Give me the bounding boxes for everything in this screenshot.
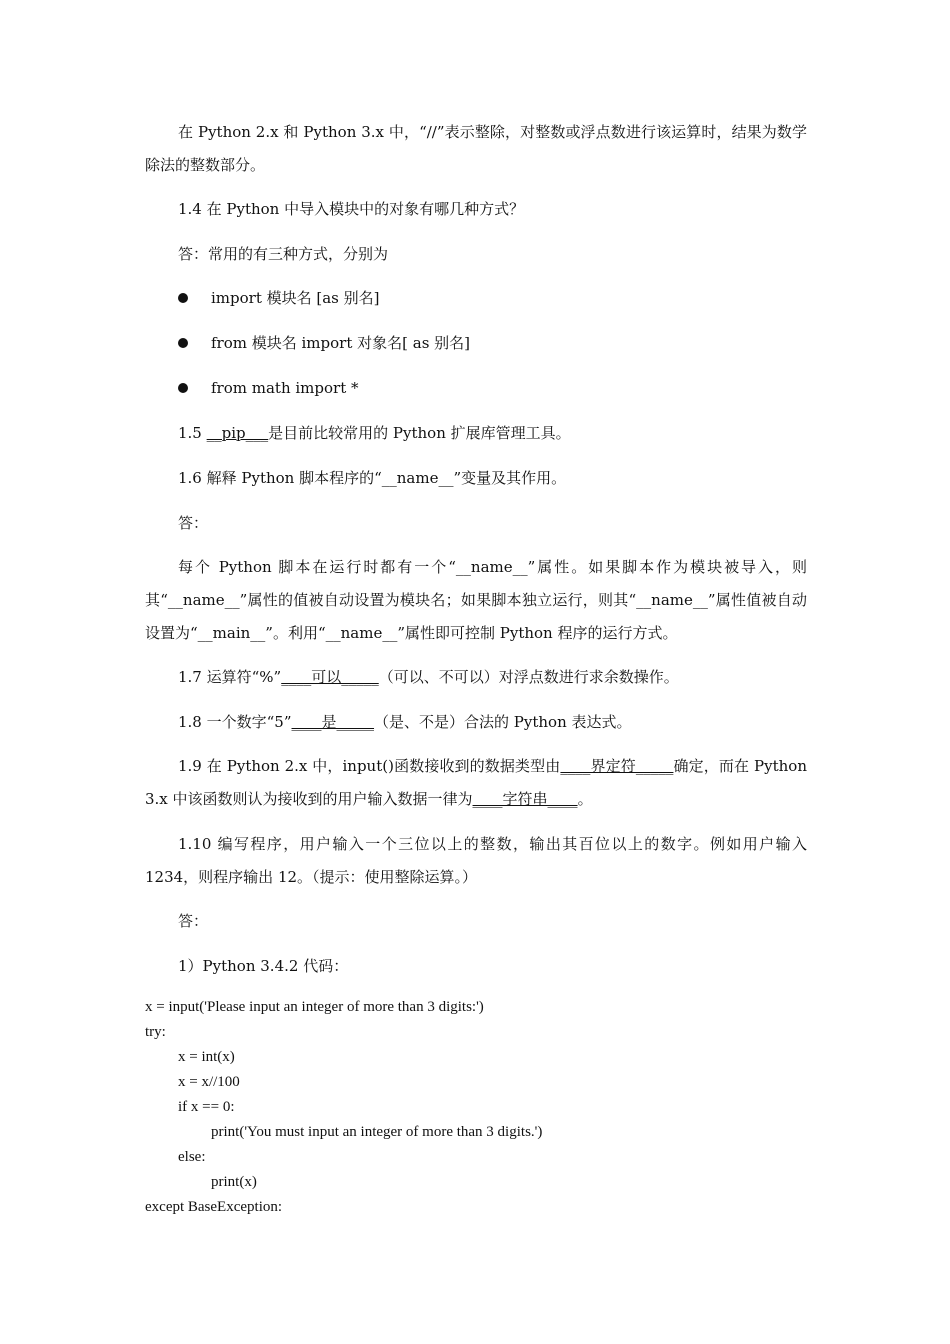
code-line: x = x//100 xyxy=(178,1074,240,1090)
intro-paragraph: 在 Python 2.x 和 Python 3.x 中，“//”表示整除，对整数或浮点数进行该运算时，结果为数学除法的整数部分。 xyxy=(145,123,807,174)
question-1-8: 1.8 一个数字“5”____是_____（是、不是）合法的 Python 表达式。 xyxy=(178,713,632,731)
bullet-item-3: from math import * xyxy=(211,379,359,397)
question-1-4: 1.4 在 Python 中导入模块中的对象有哪几种方式？ xyxy=(178,200,525,218)
answer-1-6-body: 每个 Python 脚本在运行时都有一个“__name__”属性。如果脚本作为模块被导入，则其“__name__”属性的值被自动设置为模块名；如果脚本独立运行，则其“__name__”属性值被自动设置为“__main__”。利用“__name__”属性即可控制 Python 程序的运行方式。 xyxy=(145,558,807,642)
bullet-dot xyxy=(178,383,188,393)
code-line: x = input('Please input an integer of more than 3 digits:') xyxy=(145,999,484,1015)
code-line: print('You must input an integer of more than 3 digits.') xyxy=(211,1124,543,1140)
code-line: except BaseException: xyxy=(145,1199,283,1215)
bullet-dot xyxy=(178,293,188,303)
code-line: x = int(x) xyxy=(178,1049,235,1065)
bullet-dot xyxy=(178,338,188,348)
bullet-item-2: from 模块名 import 对象名[ as 别名] xyxy=(211,334,471,352)
code-line: else: xyxy=(178,1149,206,1165)
answer-1-10-label: 答： xyxy=(178,912,209,930)
answer-blank: ____界定符_____ xyxy=(560,757,674,775)
bullet-item-1: import 模块名 [as 别名] xyxy=(211,289,380,307)
question-1-10: 1.10 编写程序，用户输入一个三位以上的整数，输出其百位以上的数字。例如用户输入 1234，则程序输出 12。（提示：使用整除运算。） xyxy=(145,835,807,886)
code-line: if x == 0: xyxy=(178,1099,235,1115)
code-line: print(x) xyxy=(211,1174,257,1190)
answer-blank: ____可以_____ xyxy=(281,668,379,686)
answer-blank: __pip___ xyxy=(206,424,269,442)
answer-blank: ____字符串____ xyxy=(472,790,578,808)
code-line: try: xyxy=(145,1024,166,1040)
answer-1-4: 答：常用的有三种方式，分别为 xyxy=(178,245,389,263)
question-1-7: 1.7 运算符“%”____可以_____（可以、不可以）对浮点数进行求余数操作。 xyxy=(178,668,679,686)
question-1-5: 1.5 __pip___是目前比较常用的 Python 扩展库管理工具。 xyxy=(178,424,571,442)
answer-1-6-label: 答： xyxy=(178,514,209,532)
question-1-6: 1.6 解释 Python 脚本程序的“__name__”变量及其作用。 xyxy=(178,469,567,487)
code-heading: 1）Python 3.4.2 代码： xyxy=(178,957,349,975)
question-1-9: 1.9 在 Python 2.x 中，input()函数接收到的数据类型由____界定符_____确定，而在 Python 3.x 中该函数则认为接收到的用户输入数据一律为____字符串____。 xyxy=(145,757,807,808)
answer-blank: ____是_____ xyxy=(291,713,375,731)
